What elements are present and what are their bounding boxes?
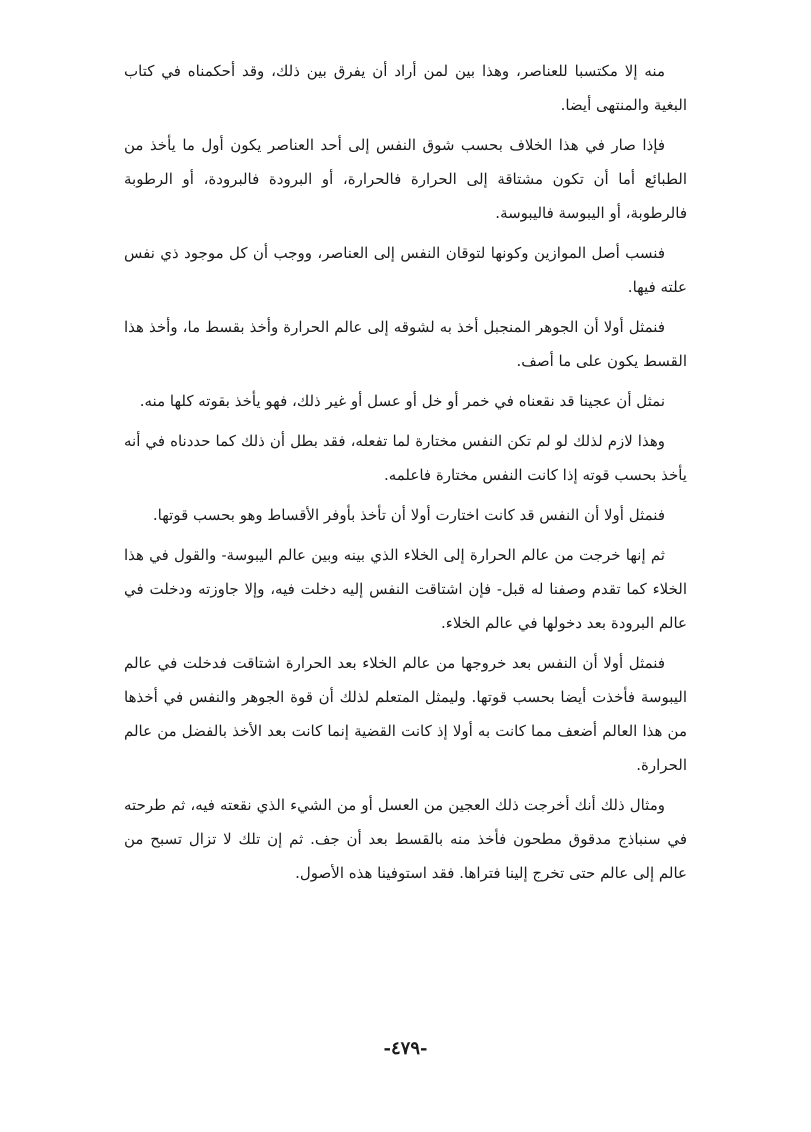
paragraph-9: فنمثل أولا أن النفس بعد خروجها من عالم الخلاء بعد الحرارة اشتاقت فدخلت في عالم اليبوسة فأخذت أيضا بحسب قوتها. وليمثل المتعلم لذلك أن قوة الجوهر والنفس في أخذها من هذا العالم أضعف مما كانت به أولا إذ كانت القضية إنما كانت بعد الأخذ بالفضل من عالم الحرارة.: [124, 654, 687, 774]
page-number: -٤٧٩-: [383, 1038, 428, 1059]
paragraph-4: فنمثل أولا أن الجوهر المنجبل أخذ به لشوقه إلى عالم الحرارة وأخذ بقسط ما، وأخذ هذا القسط يكون على ما أصف.: [124, 318, 687, 370]
paragraph-10: ومثال ذلك أنك أخرجت ذلك العجين من العسل أو من الشيء الذي نقعته فيه، ثم طرحته في سنباذج مدقوق مطحون فأخذ منه بالقسط بعد أن جف. ثم إن تلك لا تزال تسبح من عالم إلى عالم حتى تخرج إلينا فتراها. فقد استوفينا هذه الأصول.: [124, 796, 687, 882]
paragraph-3: فنسب أصل الموازين وكونها لتوقان النفس إلى العناصر، ووجب أن كل موجود ذي نفس علته فيها.: [124, 244, 687, 296]
paragraph-5: نمثل أن عجينا قد نقعناه في خمر أو خل أو عسل أو غير ذلك، فهو يأخذ بقوته كلها منه.: [139, 392, 665, 410]
paragraph-6: وهذا لازم لذلك لو لم تكن النفس مختارة لما تفعله، فقد بطل أن ذلك كما حددناه في أنه يأخذ بحسب قوته إذا كانت النفس مختارة فاعلمه.: [124, 432, 687, 484]
paragraph-1: منه إلا مكتسبا للعناصر، وهذا بين لمن أراد أن يفرق بين ذلك، وقد أحكمناه في كتاب البغية والمنتهى أيضا.: [124, 62, 687, 114]
paragraph-2: فإذا صار في هذا الخلاف بحسب شوق النفس إلى أحد العناصر يكون أول ما يأخذ من الطبائع أما أن تكون مشتاقة إلى الحرارة فالحرارة، أو البرودة فالبرودة، أو الرطوبة فالرطوبة، أو اليبوسة فاليبوسة.: [124, 136, 687, 222]
paragraph-7: فنمثل أولا أن النفس قد كانت اختارت أولا أن تأخذ بأوفر الأقساط وهو بحسب قوتها.: [152, 506, 665, 524]
paragraph-8: ثم إنها خرجت من عالم الحرارة إلى الخلاء الذي بينه وبين عالم اليبوسة- والقول في هذا الخلاء كما تقدم وصفنا له قبل- فإن اشتاقت النفس إليه دخلت فيه، وإلا جاوزته ودخلت في عالم البرودة بعد دخولها في عالم الخلاء.: [124, 546, 687, 632]
body-text: [124, 54, 687, 896]
